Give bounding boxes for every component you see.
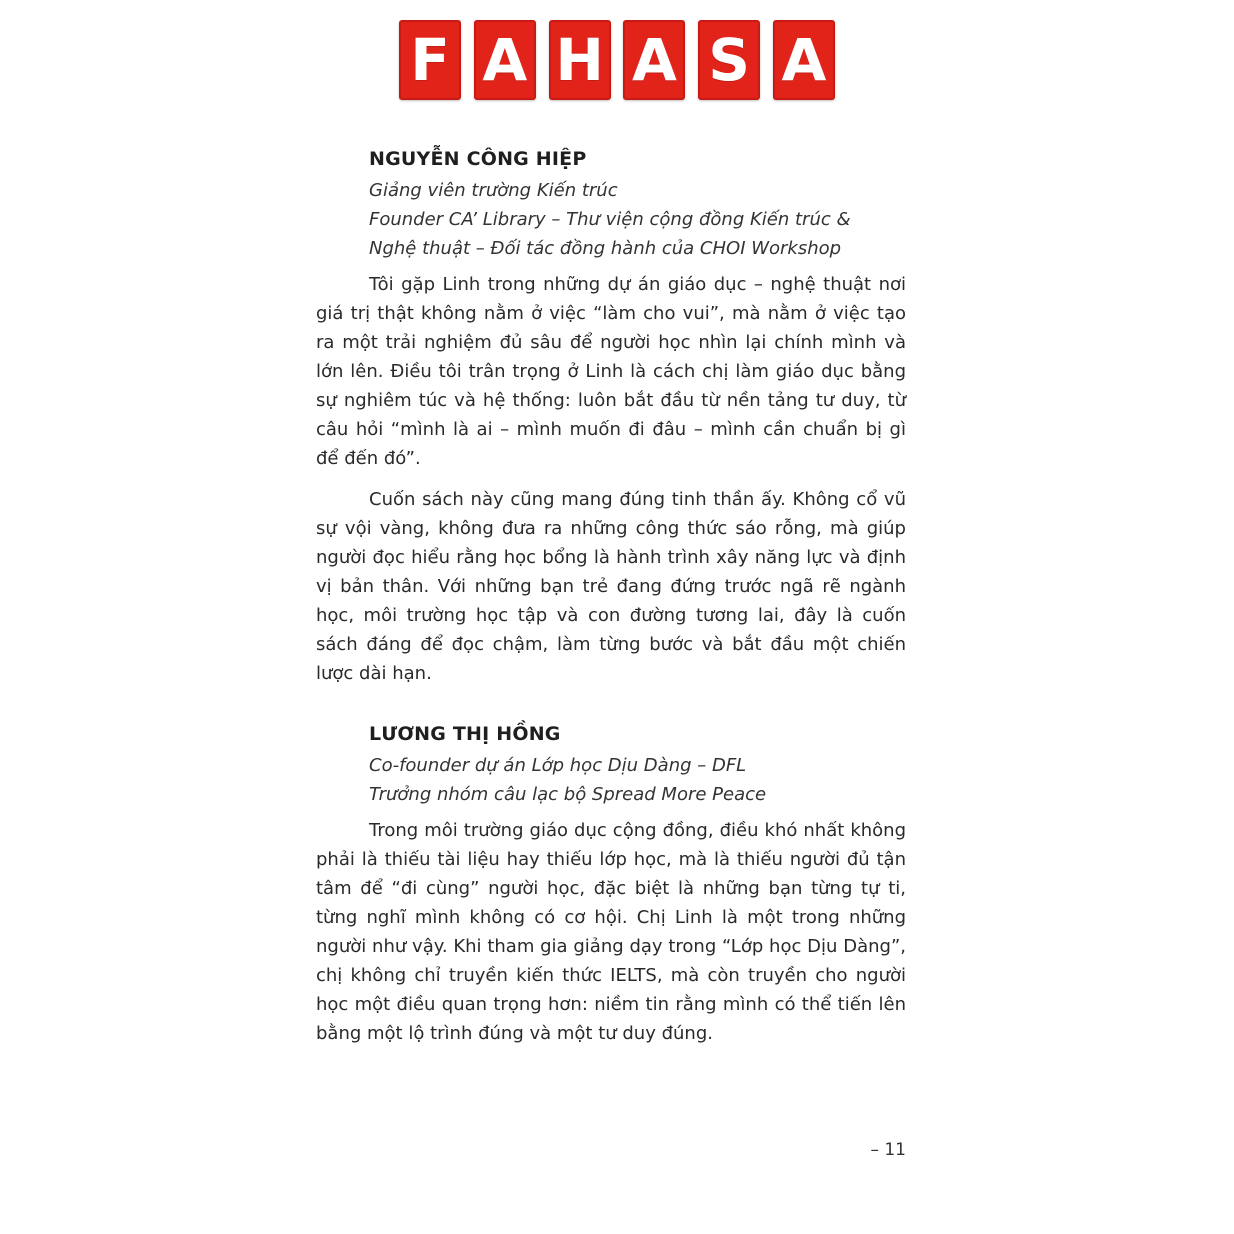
fahasa-logo	[399, 20, 835, 100]
author-roles	[316, 176, 906, 263]
author-role: Nghệ thuật – Đối tác đồng hành của CHOI Workshop	[369, 238, 842, 259]
author-name: LƯƠNG THỊ HỒNG	[369, 723, 561, 745]
author-role: Giảng viên trường Kiến trúc	[369, 180, 618, 201]
logo-letter: F	[410, 26, 450, 94]
logo-letter: A	[482, 26, 528, 94]
logo-letter: S	[708, 26, 751, 94]
logo-tile-a	[474, 20, 536, 100]
author-role: Trưởng nhóm câu lạc bộ Spread More Peace	[369, 784, 767, 805]
testimonial-section	[316, 717, 906, 1048]
body-paragraph: Tôi gặp Linh trong những dự án giáo dục – nghệ thuật nơi giá trị thật không nằm ở việc “làm cho vui”, mà nằm ở việc tạo ra một trải nghiệm đủ sâu để người học nhìn lại chính mình và lớn lên. Điều tôi trân trọng ở Linh là cách chị làm giáo dục bằng sự nghiêm túc và hệ thống: luôn bắt đầu từ nền tảng tư duy, từ câu hỏi “mình là ai – mình muốn đi đâu – mình cần chuẩn bị gì để đến đó”.	[316, 274, 906, 469]
logo-tile-h	[549, 20, 611, 100]
author-name: NGUYỄN CÔNG HIỆP	[369, 148, 587, 170]
page-number: – 11	[870, 1140, 906, 1160]
testimonial-section	[316, 142, 906, 688]
author-role: Founder CA’ Library – Thư viện cộng đồng Kiến trúc &	[369, 209, 851, 230]
author-role: Co-founder dự án Lớp học Dịu Dàng – DFL	[369, 755, 747, 776]
logo-tile-a3	[773, 20, 835, 100]
logo-tile-a2	[623, 20, 685, 100]
logo-letter: H	[555, 26, 604, 94]
body-paragraph: Trong môi trường giáo dục cộng đồng, điều khó nhất không phải là thiếu tài liệu hay thiếu lớp học, mà là thiếu người đủ tận tâm để “đi cùng” người học, đặc biệt là những bạn từng tự ti, từng nghĩ mình không có cơ hội. Chị Linh là một trong những người như vậy. Khi tham gia giảng dạy trong “Lớp học Dịu Dàng”, chị không chỉ truyền kiến thức IELTS, mà còn truyền cho người học một điều quan trọng hơn: niềm tin rằng mình có thể tiến lên bằng một lộ trình đúng và một tư duy đúng.	[316, 820, 906, 1044]
logo-tile-s	[698, 20, 760, 100]
author-roles	[316, 751, 906, 809]
logo-tile-f	[399, 20, 461, 100]
logo-letter: A	[631, 26, 677, 94]
body-paragraph: Cuốn sách này cũng mang đúng tinh thần ấy. Không cổ vũ sự vội vàng, không đưa ra những công thức sáo rỗng, mà giúp người đọc hiểu rằng học bổng là hành trình xây năng lực và định vị bản thân. Với những bạn trẻ đang đứng trước ngã rẽ ngành học, môi trường học tập và con đường tương lai, đây là cuốn sách đáng để đọc chậm, làm từng bước và bắt đầu một chiến lược dài hạn.	[316, 489, 906, 684]
logo-letter: A	[781, 26, 827, 94]
book-page	[316, 142, 906, 1048]
